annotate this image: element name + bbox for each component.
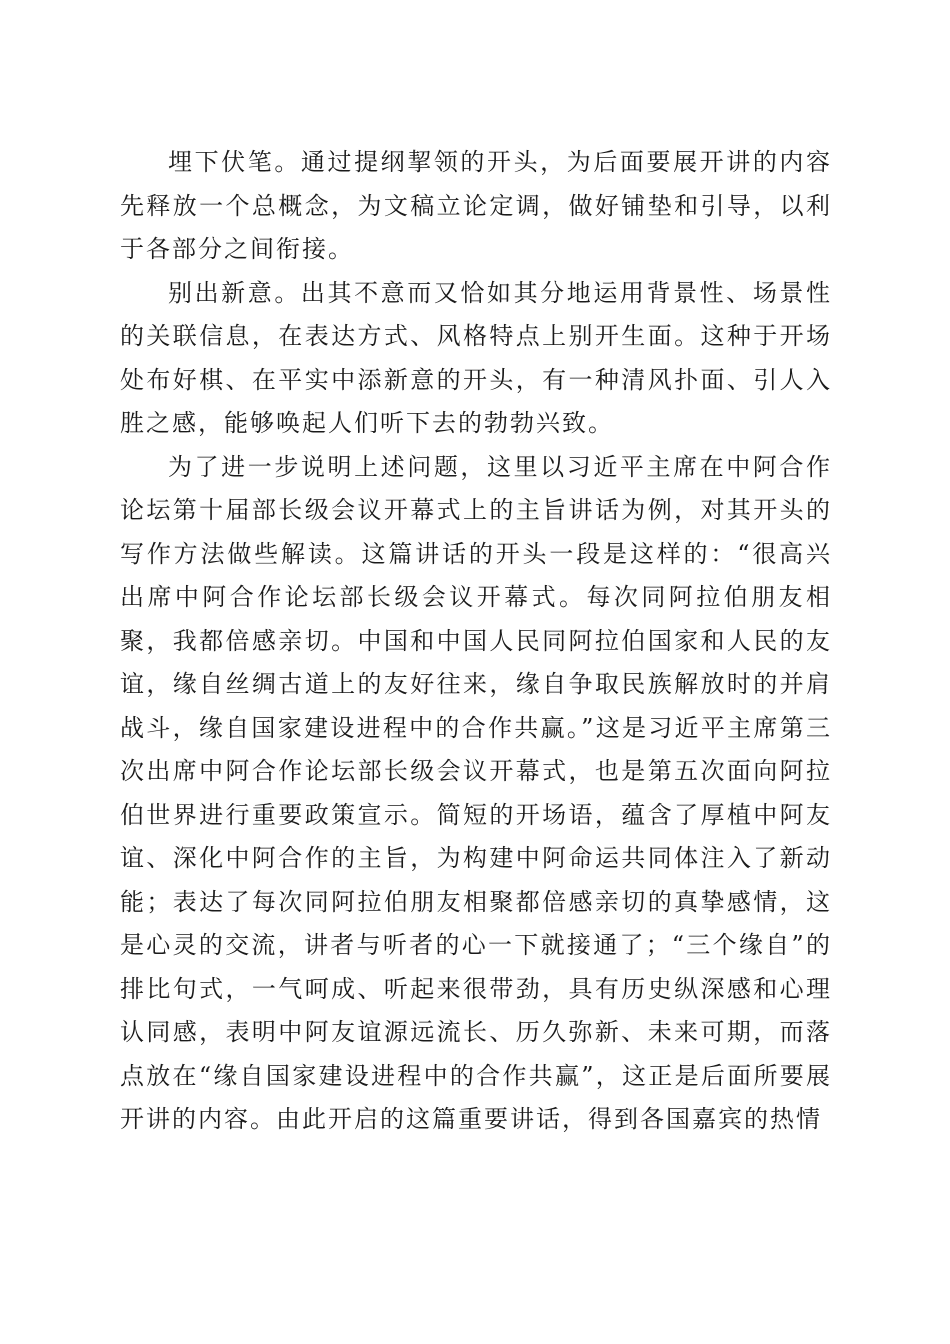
paragraph-novelty: 别出新意。出其不意而又恰如其分地运用背景性、场景性的关联信息，在表达方式、风格特点上别开生面。这种于开场处布好棋、在平实中添新意的开头，有一种清风扑面、引人入胜之感，能够唤起人们听下去的勃勃兴致。 xyxy=(120,278,832,437)
paragraph-example-speech: 为了进一步说明上述问题，这里以习近平主席在中阿合作论坛第十届部长级会议开幕式上的主旨讲话为例，对其开头的写作方法做些解读。这篇讲话的开头一段是这样的：“很高兴出席中阿合作论坛部长级会议开幕式。每次同阿拉伯朋友相聚，我都倍感亲切。中国和中国人民同阿拉伯国家和人民的友谊，缘自丝绸古道上的友好往来，缘自争取民族解放时的并肩战斗，缘自国家建设进程中的合作共赢。”这是习近平主席第三次出席中阿合作论坛部长级会议开幕式，也是第五次面向阿拉伯世界进行重要政策宣示。简短的开场语，蕴含了厚植中阿友谊、深化中阿合作的主旨，为构建中阿命运共同体注入了新动能；表达了每次同阿拉伯朋友相聚都倍感亲切的真挚感情，这是心灵的交流，讲者与听者的心一下就接通了；“三个缘自”的排比句式，一气呵成、听起来很带劲，具有历史纵深感和心理认同感，表明中阿友谊源远流长、历久弥新、未来可期，而落点放在“缘自国家建设进程中的合作共赢”，这正是后面所要展开讲的内容。由此开启的这篇重要讲话，得到各国嘉宾的热情 xyxy=(120,452,832,1133)
document-body xyxy=(120,141,832,1142)
paragraph-foreshadowing: 埋下伏笔。通过提纲挈领的开头，为后面要展开讲的内容先释放一个总概念，为文稿立论定调，做好铺垫和引导，以利于各部分之间衔接。 xyxy=(120,148,832,263)
